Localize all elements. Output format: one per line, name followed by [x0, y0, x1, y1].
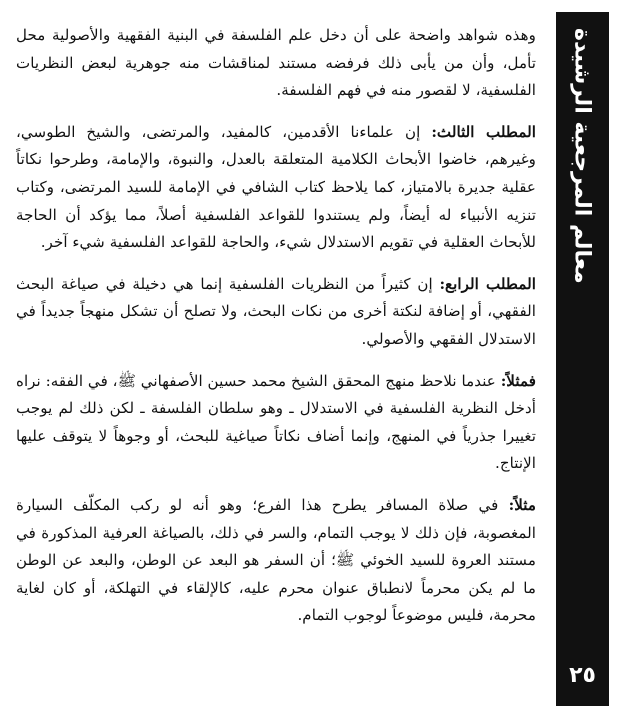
paragraph-lead: فمثلاً: [500, 371, 536, 390]
paragraph-body: إن كثيراً من النظريات الفلسفية إنما هي دخيلة في صياغة البحث الفقهي، أو إضافة لنكتة أخرى من نكات البحث، ولا تصلح أن تشكل منهجاً جديداً في الاستدلال الفقهي والأصولي. [16, 274, 536, 348]
paragraph-lead: المطلب الرابع: [439, 274, 536, 293]
book-title: معالم المرجعية الرشيدة [569, 28, 595, 284]
paragraph-fourth-point [16, 271, 536, 354]
paragraph-example-one [16, 368, 536, 478]
page-number: ٢٥ [569, 663, 596, 688]
paragraph-lead: مثلاً: [508, 495, 536, 514]
body-text [16, 22, 536, 630]
paragraph-body: إن علماءنا الأقدمين، كالمفيد، والمرتضى، والشيخ الطوسي، وغيرهم، خاضوا الأبحاث الكلامية المتعلقة بالعدل، والنبوة، والإمامة، وطرحوا نكاتاً عقلية جديرة بالامتياز، كما يلاحظ كتاب الشافي في الإمامة للسيد المرتضى، وكتاب تنزيه الأنبياء له أيضاً، ولم يستندوا للقواعد الفلسفية أصلاً، مما يؤكد أن الحاجة للأبحاث العقلية في تقويم الاستدلال شيء، والحاجة للقواعد الفلسفية شيء آخر. [16, 122, 536, 252]
paragraph-third-point [16, 119, 536, 257]
paragraph-example-two [16, 492, 536, 630]
book-title-sidebar [556, 12, 609, 706]
paragraph-body: وهذه شواهد واضحة على أن دخل علم الفلسفة في البنية الفقهية والأصولية محل تأمل، وأن من يأبى ذلك فرفضه مستند لمناقشات منه جوهرية لبعض النظريات الفلسفية، لا لقصور منه في فهم الفلسفة. [16, 26, 536, 100]
paragraph-lead: المطلب الثالث: [431, 122, 536, 141]
paragraph-intro [16, 22, 536, 105]
paragraph-body: في صلاة المسافر يطرح هذا الفرع؛ وهو أنه لو ركب المكلّف السيارة المغصوبة، فإن ذلك لا يوجب التمام، والسر في ذلك، بالصياغة العرفية المذكورة في مستند العروة للسيد الخوئي ﷺ؛ أن السفر هو البعد عن الوطن، والبعد عن الوطن ما لم يكن محرماً لانطباق عنوان محرم عليه، كالإلقاء في التهلكة، أو كان لغاية محرمة، فليس موضوعاً لوجوب التمام. [16, 495, 536, 625]
paragraph-body: عندما نلاحظ منهج المحقق الشيخ محمد حسين الأصفهاني ﷺ، في الفقه: نراه أدخل النظرية الفلسفية في الاستدلال ـ وهو سلطان الفلسفة ـ لكن ذلك لم يوجب تغييرا جذرياً في المنهج، وإنما أضاف نكاتاً صياغية للبحث، أو وجوهاً لا يتوقف عليها الإنتاج. [16, 371, 536, 473]
